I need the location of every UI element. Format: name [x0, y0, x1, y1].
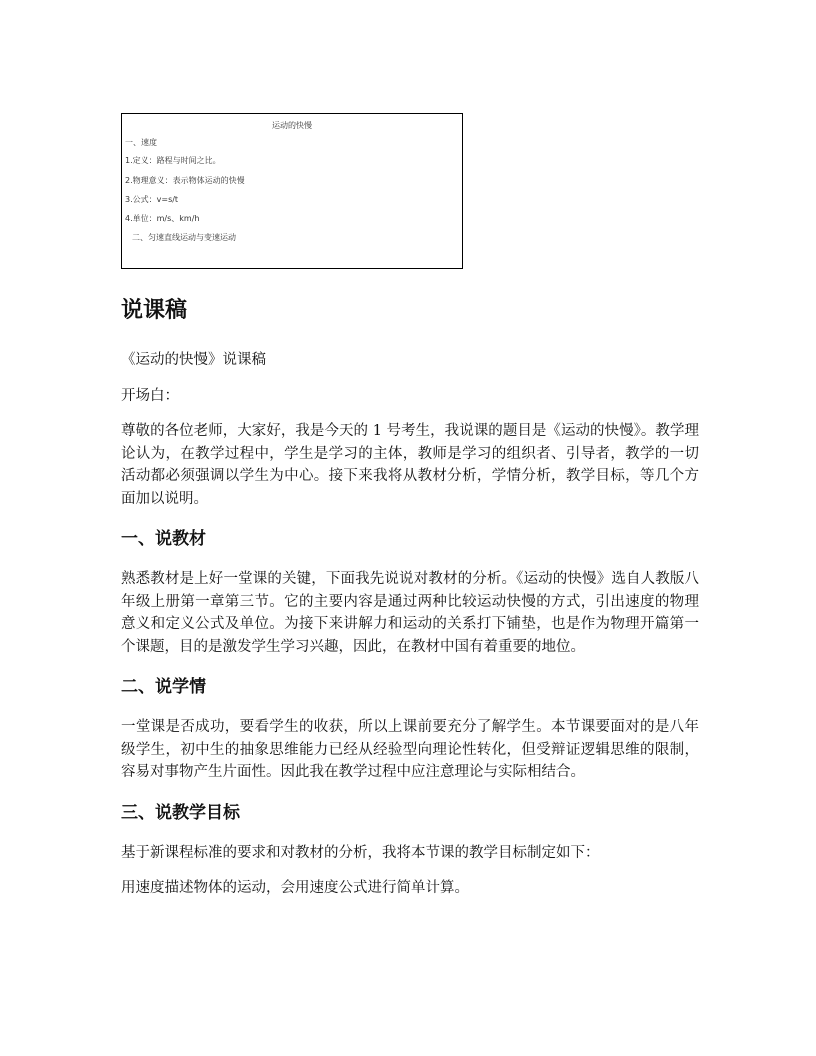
board-line: 3.公式：v=s/t	[125, 195, 179, 204]
board-line: 二、匀速直线运动与变速运动	[132, 233, 236, 242]
section-heading: 三、说教学目标	[121, 802, 240, 823]
section-heading: 二、说学情	[121, 677, 206, 697]
section-paragraph: 基于新课程标准的要求和对教材的分析，我将本节课的教学目标制定如下：	[121, 844, 600, 861]
goal-paragraph: 用速度描述物体的运动，会用速度公式进行简单计算。	[121, 880, 469, 896]
section-paragraph: 熟悉教材是上好一堂课的关键，下面我先说说对教材的分析。《运动的快慢》选自人教版八年级上册第一章第三节。它的主要内容是通过两种比较运动快慢的方式，引出速度的物理意义和定义公式及单位。为接下来讲解力和运动的关系打下铺垫，也是作为物理开篇第一个课题，目的是激发学生学习兴趣，因此，在教材中国有着重要的地位。	[121, 571, 699, 655]
board-line: 4.单位：m/s、km/h	[125, 214, 200, 223]
section-heading: 一、说教材	[121, 529, 206, 549]
board-line: 2.物理意义：表示物体运动的快慢	[125, 176, 245, 185]
document-body	[121, 296, 699, 900]
section-paragraph: 一堂课是否成功，要看学生的收获，所以上课前要充分了解学生。本节课要面对的是八年级学生，初中生的抽象思维能力已经从经验型向理论性转化，但受辩证逻辑思维的限制，容易对事物产生片面性。因此我在教学过程中应注意理论与实际相结合。	[121, 719, 699, 780]
board-title: 运动的快慢	[272, 121, 312, 130]
board-line: 1.定义：路程与时间之比。	[125, 156, 221, 165]
page-title: 说课稿	[121, 298, 188, 323]
opening-label: 开场白：	[121, 387, 179, 404]
opening-paragraph: 尊敬的各位老师，大家好，我是今天的 1 号考生，我说课的题目是《运动的快慢》。教学理论认为，在教学过程中，学生是学习的主体，教师是学习的组织者、引导者，教学的一切活动都必须强调以学生为中心。接下来我将从教材分析，学情分析，教学目标，等几个方面加以说明。	[121, 423, 699, 507]
blackboard-design-image	[121, 113, 463, 269]
board-line: 一、速度	[125, 138, 157, 147]
lesson-subtitle: 《运动的快慢》说课稿	[121, 352, 266, 368]
